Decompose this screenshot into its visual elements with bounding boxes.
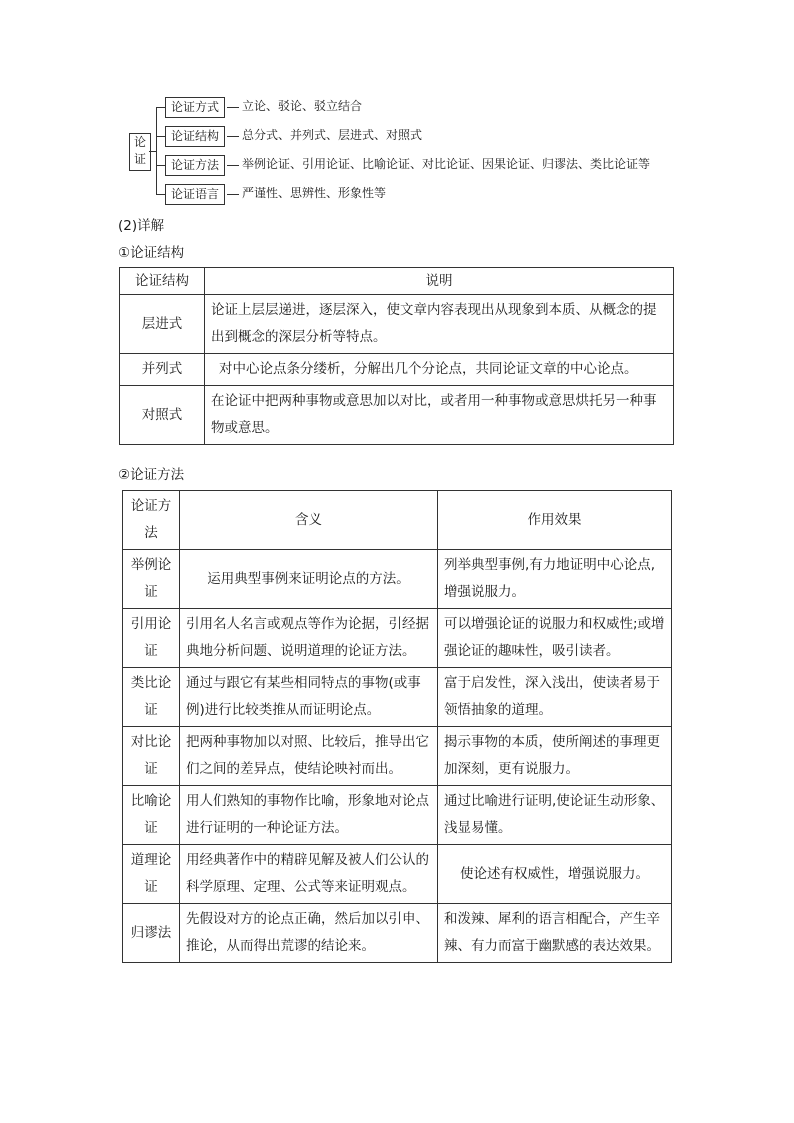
connector xyxy=(156,107,157,195)
branch-label: 论证语言 xyxy=(165,184,225,205)
method-name: 举例论证 xyxy=(123,550,180,609)
structure-desc: 论证上层层递进，逐层深入，使文章内容表现出从现象到本质、从概念的提出到概念的深层分析等特点。 xyxy=(205,295,674,354)
table-row xyxy=(123,668,672,727)
column-header: 作用效果 xyxy=(438,491,672,550)
table-row xyxy=(123,609,672,668)
method-meaning: 引用名人名言或观点等作为论据，引经据典地分析问题、说明道理的论证方法。 xyxy=(180,609,438,668)
method-name: 道理论证 xyxy=(123,845,180,904)
connector xyxy=(227,165,239,166)
method-effect: 可以增强论证的说服力和权威性;或增强论证的趣味性，吸引读者。 xyxy=(438,609,672,668)
connector xyxy=(227,136,239,137)
column-header: 论证结构 xyxy=(120,268,205,295)
branch-text: 立论、驳论、驳立结合 xyxy=(242,99,363,113)
branch-text: 总分式、并列式、层进式、对照式 xyxy=(242,128,423,142)
method-effect: 和泼辣、犀利的语言相配合，产生辛辣、有力而富于幽默感的表达效果。 xyxy=(438,904,672,963)
methods-heading: ②论证方法 xyxy=(118,467,185,483)
method-effect: 富于启发性，深入浅出，使读者易于领悟抽象的道理。 xyxy=(438,668,672,727)
column-header: 论证方法 xyxy=(123,491,180,550)
method-name: 归谬法 xyxy=(123,904,180,963)
table-row xyxy=(123,550,672,609)
table-row xyxy=(123,786,672,845)
connector xyxy=(156,136,165,137)
connector xyxy=(227,194,239,195)
table-row xyxy=(123,727,672,786)
branch-label: 论证结构 xyxy=(165,126,225,147)
method-meaning: 先假设对方的论点正确，然后加以引申、推论，从而得出荒谬的结论来。 xyxy=(180,904,438,963)
method-meaning: 运用典型事例来证明论点的方法。 xyxy=(180,550,438,609)
connector xyxy=(156,165,165,166)
table-row xyxy=(120,386,674,445)
structure-desc: 在论证中把两种事物或意思加以对比，或者用一种事物或意思烘托另一种事物或意思。 xyxy=(205,386,674,445)
method-name: 对比论证 xyxy=(123,727,180,786)
method-name: 类比论证 xyxy=(123,668,180,727)
table-row xyxy=(123,904,672,963)
methods-table xyxy=(122,490,672,963)
table-row xyxy=(123,845,672,904)
table-row xyxy=(120,295,674,354)
table-header-row xyxy=(123,491,672,550)
structure-table xyxy=(119,267,674,445)
structure-name: 对照式 xyxy=(120,386,205,445)
method-name: 比喻论证 xyxy=(123,786,180,845)
method-effect: 使论述有权威性，增强说服力。 xyxy=(438,845,672,904)
structure-name: 并列式 xyxy=(120,354,205,386)
method-meaning: 用经典著作中的精辟见解及被人们公认的科学原理、定理、公式等来证明观点。 xyxy=(180,845,438,904)
hub-char: 论 xyxy=(133,135,146,149)
method-name: 引用论证 xyxy=(123,609,180,668)
column-header: 说明 xyxy=(205,268,674,295)
argument-mindmap xyxy=(0,0,794,215)
connector xyxy=(149,151,156,152)
structure-heading: ①论证结构 xyxy=(118,245,185,261)
structure-name: 层进式 xyxy=(120,295,205,354)
branch-text: 严谨性、思辨性、形象性等 xyxy=(242,186,387,200)
branch-text: 举例论证、引用论证、比喻论证、对比论证、因果论证、归谬法、类比论证等 xyxy=(242,157,651,171)
method-meaning: 通过与跟它有某些相同特点的事物(或事例)进行比较类推从而证明论点。 xyxy=(180,668,438,727)
method-effect: 揭示事物的本质，使所阐述的事理更加深刻，更有说服力。 xyxy=(438,727,672,786)
structure-desc: 对中心论点条分缕析，分解出几个分论点，共同论证文章的中心论点。 xyxy=(205,354,674,386)
connector xyxy=(156,194,165,195)
column-header: 含义 xyxy=(180,491,438,550)
table-row xyxy=(120,354,674,386)
section-heading: (2)详解 xyxy=(118,218,165,234)
branch-label: 论证方式 xyxy=(165,97,225,118)
method-effect: 通过比喻进行证明,使论证生动形象、浅显易懂。 xyxy=(438,786,672,845)
branch-label: 论证方法 xyxy=(165,155,225,176)
table-header-row xyxy=(120,268,674,295)
method-meaning: 把两种事物加以对照、比较后，推导出它们之间的差异点，使结论映衬而出。 xyxy=(180,727,438,786)
connector xyxy=(227,107,239,108)
method-effect: 列举典型事例,有力地证明中心论点,增强说服力。 xyxy=(438,550,672,609)
method-meaning: 用人们熟知的事物作比喻，形象地对论点进行证明的一种论证方法。 xyxy=(180,786,438,845)
hub-char: 证 xyxy=(133,152,146,166)
connector xyxy=(156,107,165,108)
mindmap-hub xyxy=(129,133,151,171)
